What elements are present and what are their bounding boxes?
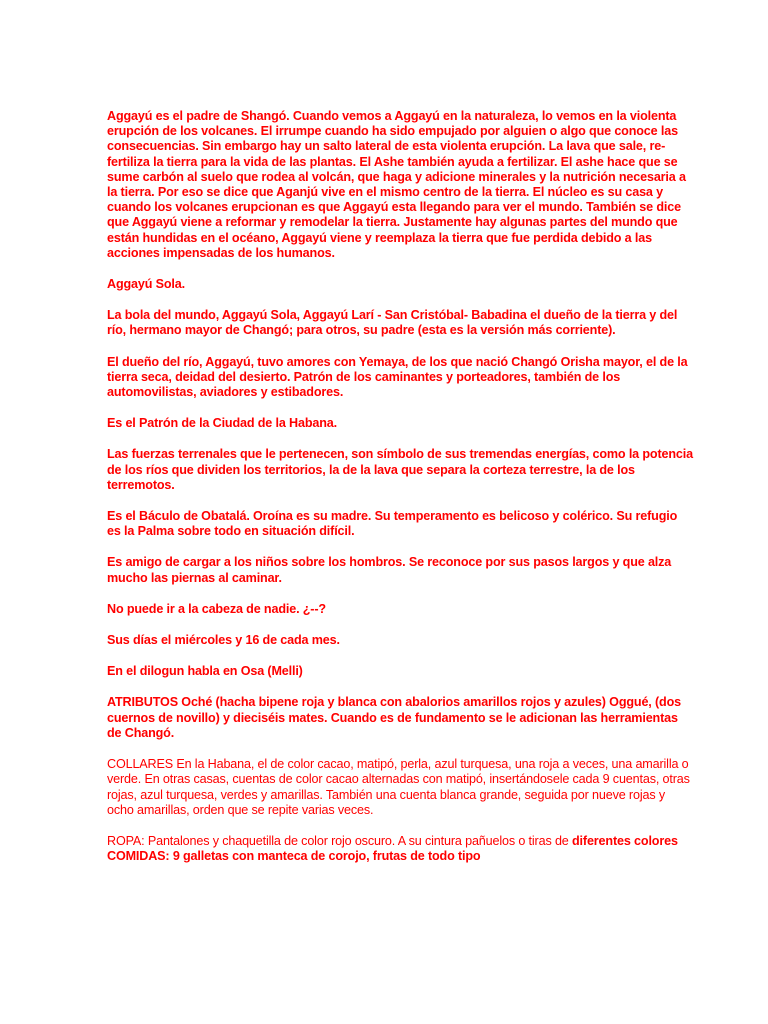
paragraph-bola-del-mundo: La bola del mundo, Aggayú Sola, Aggayú Larí - San Cristóbal- Babadina el dueño de la tierra y del río, hermano mayor de Changó; para otros, su padre (esta es la versión más corriente). [107, 308, 678, 338]
paragraph-baculo-obatala: Es el Báculo de Obatalá. Oroína es su madre. Su temperamento es belicoso y colérico. Su refugio es la Palma sobre todo en situación difícil. [107, 509, 678, 539]
paragraph-dueno-del-rio: El dueño del río, Aggayú, tuvo amores con Yemaya, de los que nació Changó Orisha mayor, el de la tierra seca, deidad del desierto. Patrón de los caminantes y porteadores, también de los automovilistas, aviadores y estibadores. [107, 354, 688, 400]
paragraph-intro: Aggayú es el padre de Shangó. Cuando vemos a Aggayú en la naturaleza, lo vemos en la violenta erupción de los volcanes. El irrumpe cuando ha sido empujado por alguien o algo que conoce las consecuencias. Sin embargo hay un salto lateral de esta violenta erupción. La lava que sale, re-fertiliza la tierra para la vida de las plantas. El Ashe también ayuda a fertilizar. El ashe hace que se sume carbón al suelo que rodea al volcán, que haga y adicione minerales y la nutrición necesaria a la tierra. Por eso se dice que Aganjú vive en el mismo centro de la tierra. El núcleo es su casa y cuando los volcanes erupcionan es que Aggayú esta llegando para ver el mundo. También se dice que Aggayú viene a reformar y remodelar la tierra. Justamente hay algunas partes del mundo que están hundidas en el océano, Aggayú viene y reemplaza la tierra que fue perdida debido a las acciones impensadas de los humanos. [107, 109, 686, 260]
paragraph-patron-habana: Es el Patrón de la Ciudad de la Habana. [107, 416, 338, 431]
ropa-text: ROPA: Pantalones y chaquetilla de color rojo oscuro. A su cintura pañuelos o tiras de [107, 833, 573, 848]
ropa-bold-text: diferentes colores [572, 833, 678, 848]
paragraph-cargar-ninos: Es amigo de cargar a los niños sobre los hombros. Se reconoce por sus pasos largos y que alza mucho las piernas al caminar. [107, 555, 672, 585]
paragraph-dias: Sus días el miércoles y 16 de cada mes. [107, 633, 340, 648]
paragraph-ropa [107, 834, 693, 849]
paragraph-atributos: ATRIBUTOS Oché (hacha bipene roja y blanca con abalorios amarillos rojos y azules) Oggué, (dos cuernos de novillo) y dieciséis mates. Cuando es de fundamento se le adicionan las herramientas de Changó. [107, 695, 681, 740]
paragraph-fuerzas-terrenales: Las fuerzas terrenales que le pertenecen, son símbolo de sus tremendas energías, como la potencia de los ríos que dividen los territorios, la de la lava que separa la corteza terrestre, la de los terremotos. [107, 447, 693, 492]
paragraph-collares: COLLARES En la Habana, el de color cacao, matipó, perla, azul turquesa, una roja a veces, una amarilla o verde. En otras casas, cuentas de color cacao alternadas con matipó, insertándosele cada 9 cuentas, otras rojas, azul turquesa, verdes y amarillas. También una cuenta blanca grande, seguida por nueve rojas y ocho amarillas, orden que se repite varias veces. [107, 757, 690, 817]
paragraph-cabeza: No puede ir a la cabeza de nadie. ¿--? [107, 601, 326, 616]
paragraph-heading-aggayu-sola: Aggayú Sola. [107, 277, 185, 292]
paragraph-comidas: COMIDAS: 9 galletas con manteca de corojo, frutas de todo tipo [107, 849, 481, 864]
document-body [107, 109, 693, 880]
paragraph-dilogun: En el dilogun habla en Osa (Melli) [107, 664, 303, 679]
